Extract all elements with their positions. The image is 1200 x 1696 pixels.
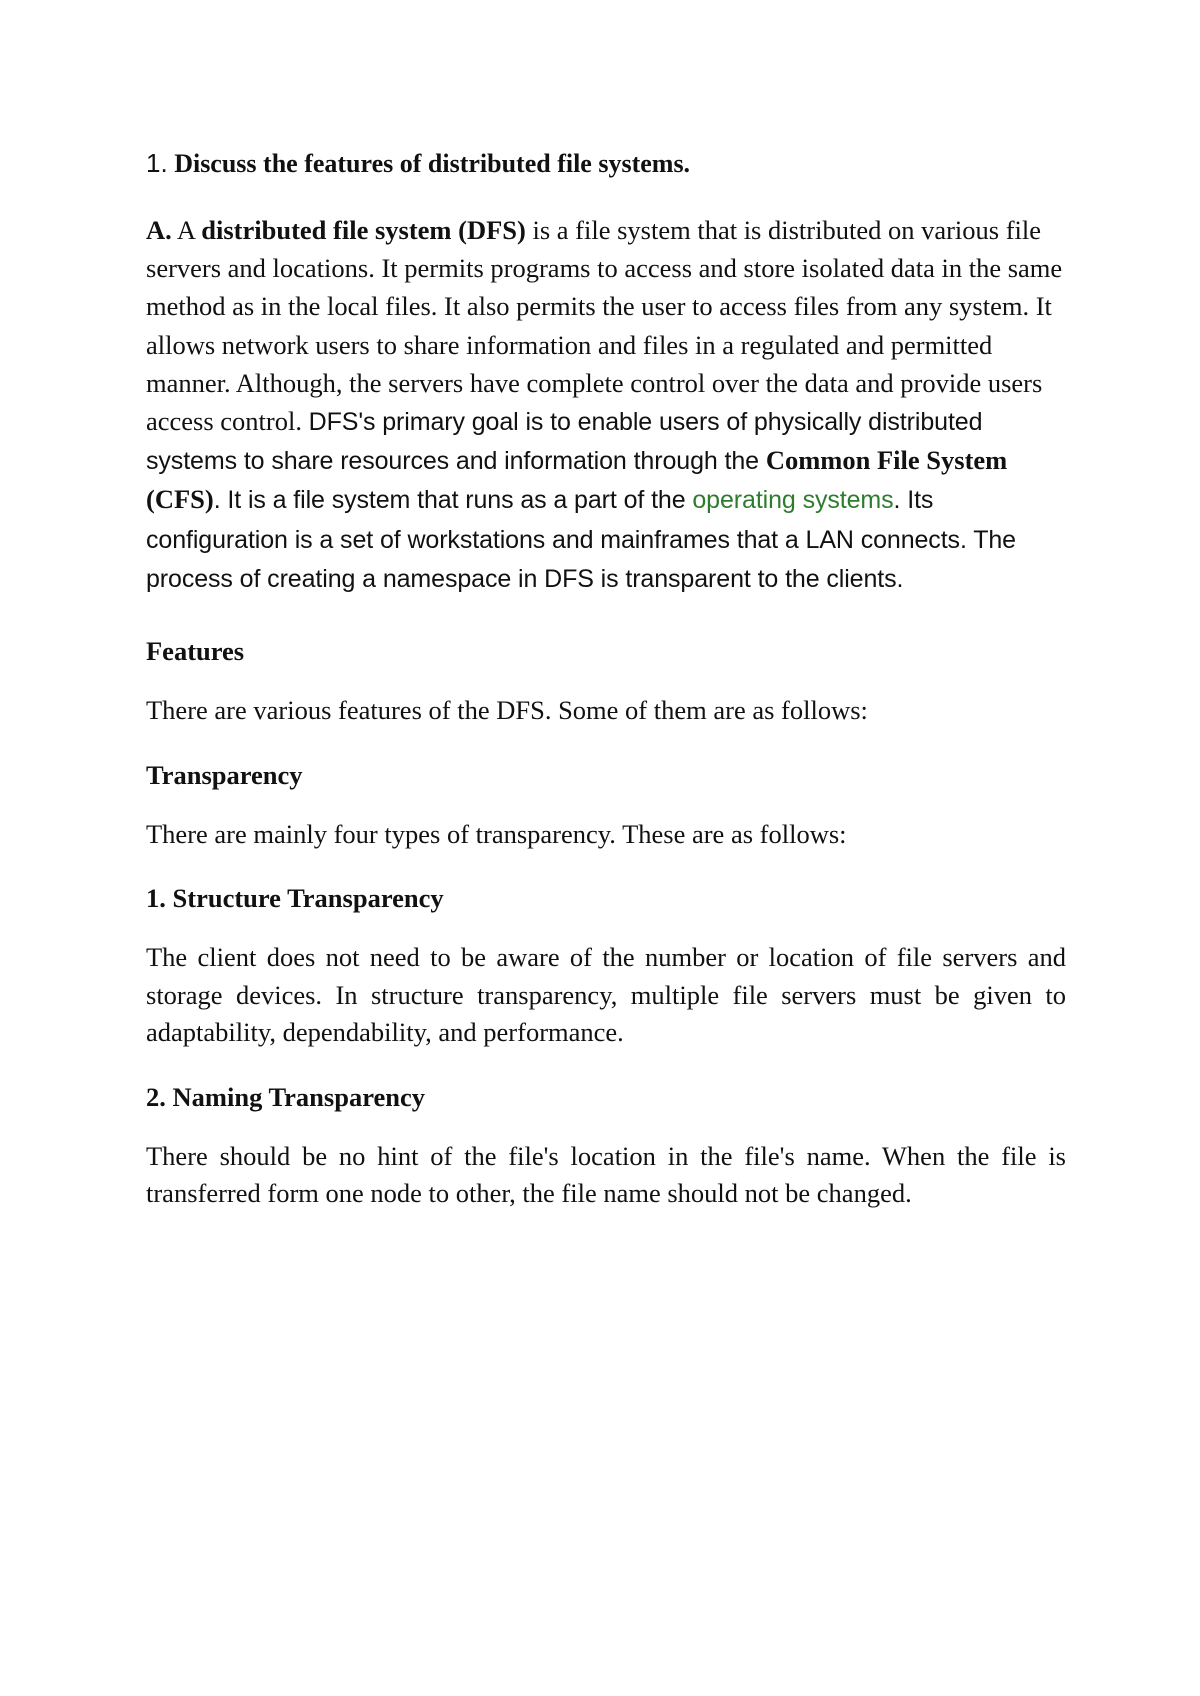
structure-transparency-text: The client does not need to be aware of the number or location of file servers and storage devices. In structure transparency, multiple file servers must be given to adaptability, dependability, and performance. — [146, 942, 1066, 1048]
transparency-intro: There are mainly four types of transparency. These are as follows: — [146, 818, 847, 849]
document-content — [146, 146, 1066, 1241]
term-cfs: Common File System (CFS) — [146, 445, 1008, 515]
features-heading: Features — [146, 636, 245, 667]
transparency-heading: Transparency — [146, 759, 303, 790]
question-text: Discuss the features of distributed file systems. — [174, 149, 691, 178]
term-dfs: distributed file system (DFS) — [201, 215, 526, 245]
answer-paragraph — [146, 211, 1066, 598]
question-number: 1. — [146, 148, 168, 178]
answer-s4: . It is a file system that runs as a part of the — [213, 486, 693, 515]
answer-s3: DFS's primary goal is to enable users of physically distributed systems to share resources and information through the — [146, 408, 983, 476]
answer-s2: is a file system that is distributed on various file servers and locations. It permits programs to access and store isolated data in the same method as in the local files. It also permits the user to access files from any system. It allows network users to share information and files in a regulated and permitted manner. Although, the servers have complete control over the data and provide users access control. — [146, 215, 1063, 437]
naming-transparency-heading: 2. Naming Transparency — [146, 1081, 426, 1112]
features-intro: There are various features of the DFS. Some of them are as follows: — [146, 695, 868, 726]
question-title — [146, 146, 1066, 181]
structure-transparency-heading: 1. Structure Transparency — [146, 883, 444, 914]
answer-prefix: A. — [146, 215, 172, 245]
operating-systems-link[interactable]: operating systems — [692, 486, 894, 515]
answer-s5: . Its configuration is a set of workstations and mainframes that a LAN connects. The process of creating a namespace in DFS is transparent to the clients. — [146, 486, 1016, 593]
answer-s1: A — [171, 215, 202, 245]
naming-transparency-text: There should be no hint of the file's location in the file's name. When the file is transferred form one node to other, the file name should not be changed. — [146, 1140, 1066, 1209]
